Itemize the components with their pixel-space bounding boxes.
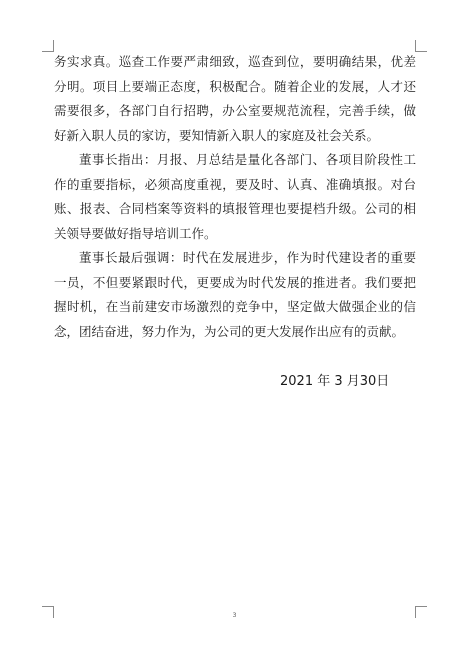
margin-corner-mark — [415, 38, 429, 52]
body-text — [54, 50, 416, 344]
page-number: 3 — [232, 612, 237, 619]
paragraph-1: 务实求真。巡查工作要严肃细致，巡查到位，要明确结果，优差分明。项目上要端正态度，积极配合。随着企业的发展，人才还需要很多，各部门自行招聘，办公室要规范流程，完善手续，做好新入职人员的家访，要知情新入职人的家庭及社会关系。 — [54, 54, 416, 143]
margin-corner-mark — [40, 38, 54, 52]
document-date: 2021 年 3 月30日 — [280, 374, 390, 389]
paragraph-2: 董事长指出：月报、月总结是量化各部门、各项目阶段性工作的重要指标，必须高度重视，要及时、认真、准确填报。对台账、报表、合同档案等资料的填报管理也要提档升级。公司的相关领导要做好指导培训工作。 — [54, 152, 416, 241]
paragraph-3: 董事长最后强调：时代在发展进步，作为时代建设者的重要一员，不但要紧跟时代，更要成为时代发展的推进者。我们要把握时机，在当前建安市场激烈的竞争中，坚定做大做强企业的信念，团结奋进，努力作为，为公司的更大发展作出应有的贡献。 — [54, 250, 416, 339]
